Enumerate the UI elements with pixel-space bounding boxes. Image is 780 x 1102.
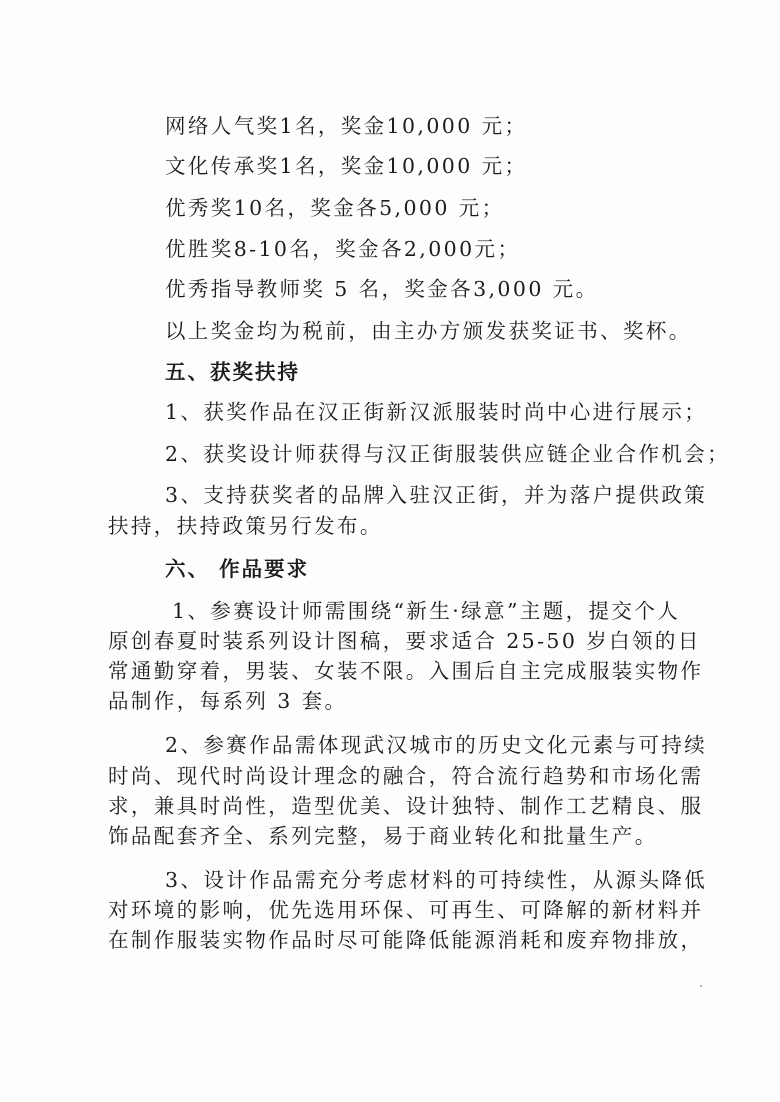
section-5-item-2: 2、获奖设计师获得与汉正街服装供应链企业合作机会； xyxy=(165,442,731,466)
section-6-para-2-line-3: 求，兼具时尚性，造型优美、设计独特、制作工艺精良、服 xyxy=(108,794,704,818)
section-6-para-2-line-4: 饰品配套齐全、系列完整，易于商业转化和批量生产。 xyxy=(108,824,658,848)
section-6-para-2-line-1: 2、参赛作品需体现武汉城市的历史文化元素与可持续 xyxy=(165,733,708,757)
section-6-para-1-line-2: 原创春夏时装系列设计图稿，要求适合 25-50 岁白领的日 xyxy=(108,629,701,653)
section-6-para-1-line-3: 常通勤穿着，男装、女装不限。入围后自主完成服装实物作 xyxy=(108,659,704,683)
award-line-4: 优胜奖8-10名，奖金各2,000元； xyxy=(165,237,521,261)
section-6-para-1-line-1: 1、参赛设计师需围绕“新生·绿意”主题，提交个人 xyxy=(172,599,681,623)
scan-speck xyxy=(700,985,702,987)
section-6-heading: 六、 作品要求 xyxy=(165,557,310,581)
section-6-para-3-line-2: 对环境的影响，优先选用环保、可再生、可降解的新材料并 xyxy=(108,898,704,922)
section-5-item-3: 3、支持获奖者的品牌入驻汉正街，并为落户提供政策 xyxy=(165,483,708,507)
section-6-para-3-line-3: 在制作服装实物作品时尽可能降低能源消耗和废弃物排放， xyxy=(108,928,704,952)
section-5-heading: 五、获奖扶持 xyxy=(165,360,300,384)
award-line-3: 优秀奖10名，奖金各5,000 元； xyxy=(165,196,505,220)
award-line-1: 网络人气奖1名，奖金10,000 元； xyxy=(165,114,528,138)
award-line-5: 优秀指导教师奖 5 名，奖金各3,000 元。 xyxy=(165,277,599,301)
section-6-para-2-line-2: 时尚、现代时尚设计理念的融合，符合流行趋势和市场化需 xyxy=(108,764,704,788)
section-6-para-3-line-1: 3、设计作品需充分考虑材料的可持续性，从源头降低 xyxy=(165,868,708,892)
award-line-2: 文化传承奖1名，奖金10,000 元； xyxy=(165,154,528,178)
section-6-para-1-line-4: 品制作，每系列 3 套。 xyxy=(108,689,348,713)
award-note: 以上奖金均为税前，由主办方颁发获奖证书、奖杯。 xyxy=(165,319,692,343)
section-5-item-3-cont: 扶持，扶持政策另行发布。 xyxy=(108,514,383,538)
section-5-item-1: 1、获奖作品在汉正街新汉派服装时尚中心进行展示； xyxy=(165,400,708,424)
